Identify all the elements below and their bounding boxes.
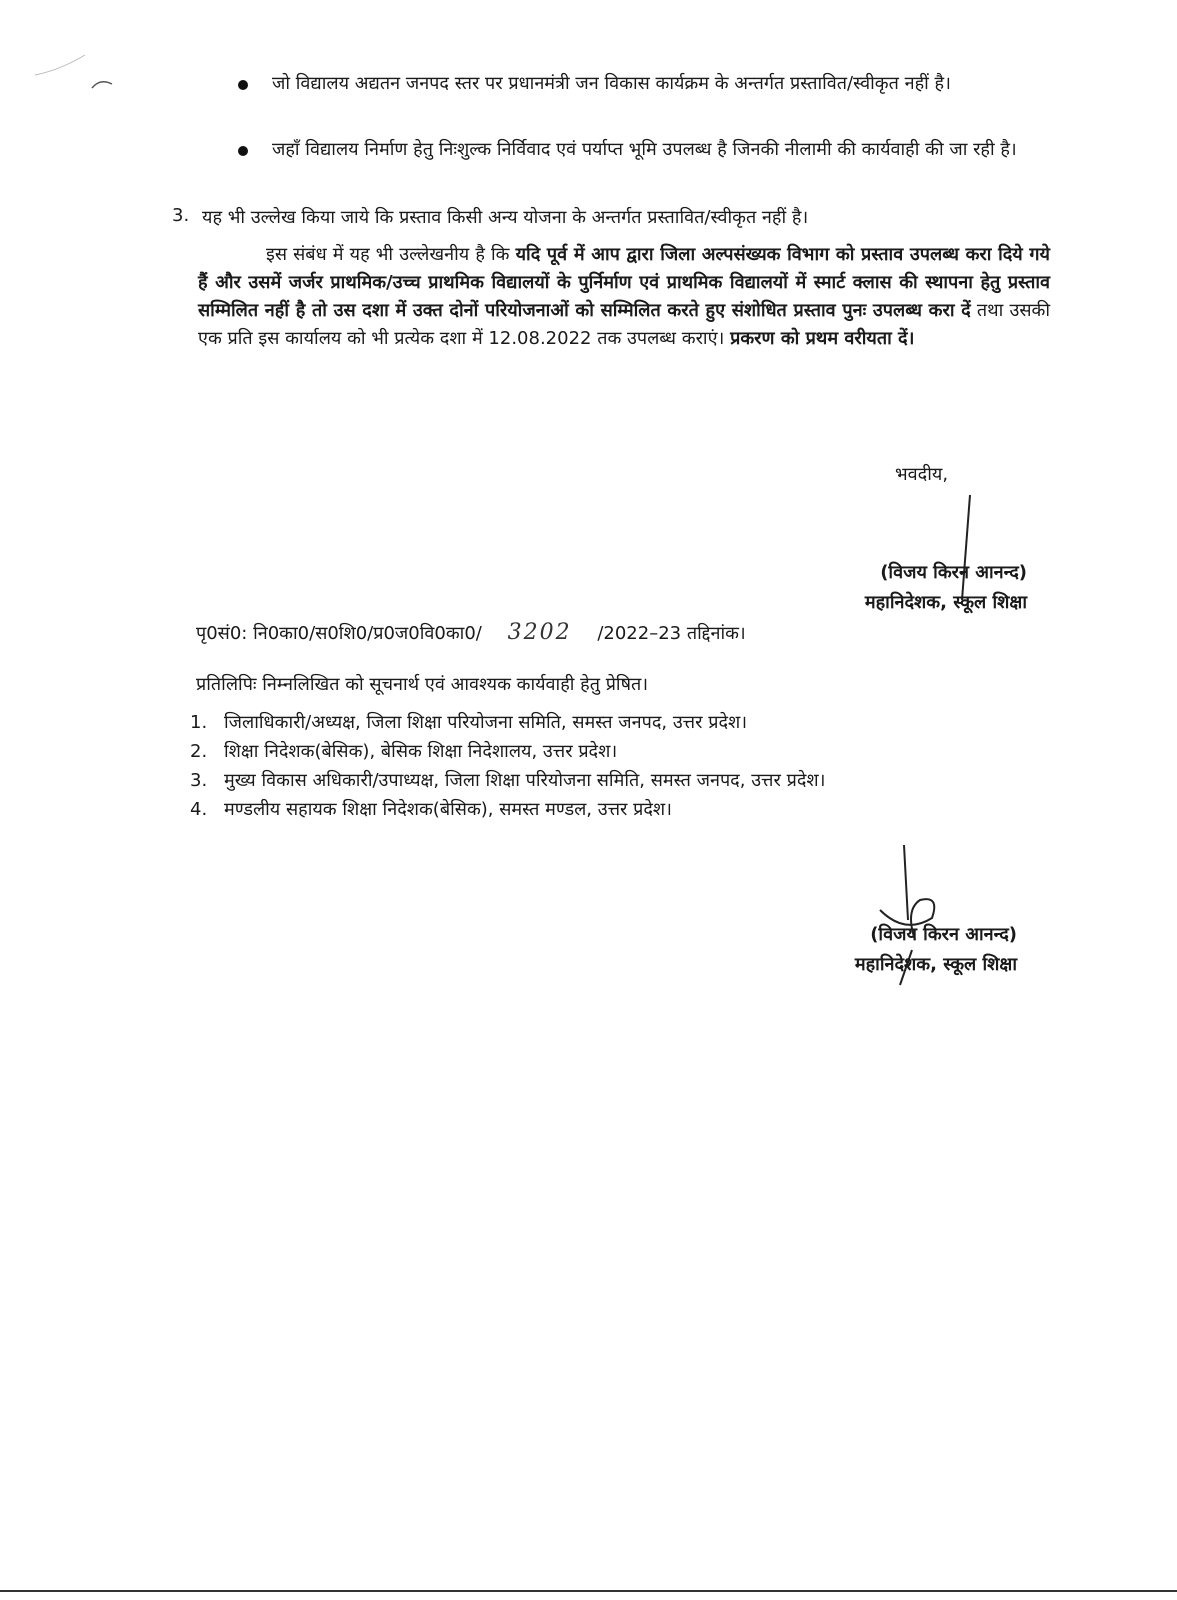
para-bold-text: यदि पूर्व में आप द्वारा जिला अल्पसंख्यक विभाग को प्रस्ताव उपलब्ध करा दिये गये हैं और उसमें जर्जर प्राथमिक/उच्च प्राथमिक विद्यालयों के पुर्निर्माण एवं प्राथमिक विद्यालयों में स्मार्ट क्लास की स्थापना हेतु प्रस्ताव सम्मिलित नहीं है तो उस दशा में उक्त दोनों परियोजनाओं को सम्मिलित करते हुए संशोधित प्रस्ताव पुनः उपलब्ध करा दें xyxy=(198,244,1050,321)
copy-list xyxy=(190,708,1050,824)
para-bold-text: प्रकरण को प्रथम वरीयता दें। xyxy=(730,328,915,349)
signatory-designation: महानिदेशक, स्कूल शिक्षा xyxy=(864,592,1027,613)
closing: भवदीय, xyxy=(895,464,949,485)
main-paragraph xyxy=(198,241,1050,353)
para-text: इस संबंध में यह भी उल्लेखनीय है कि xyxy=(266,244,516,265)
reference-number xyxy=(196,620,746,645)
page-bottom-border xyxy=(0,1590,1177,1592)
scan-mark xyxy=(30,40,120,100)
reference-suffix: /2022–23 तद्दिनांक। xyxy=(597,623,746,644)
signatory-name: (विजय किरन आनन्द) xyxy=(870,924,1017,945)
item-number: 4. xyxy=(190,799,208,820)
signatory-designation: महानिदेशक, स्कूल शिक्षा xyxy=(854,954,1017,975)
item-text: मण्डलीय सहायक शिक्षा निदेशक(बेसिक), समस्त मण्डल, उत्तर प्रदेश। xyxy=(224,799,672,820)
list-item xyxy=(190,795,1050,824)
bullet-icon xyxy=(238,146,248,156)
point-text: यह भी उल्लेख किया जाये कि प्रस्ताव किसी अन्य योजना के अन्तर्गत प्रस्तावित/स्वीकृत नहीं है। xyxy=(202,207,809,228)
bullet-icon xyxy=(238,80,248,90)
item-text: जिलाधिकारी/अध्यक्ष, जिला शिक्षा परियोजना समिति, समस्त जनपद, उत्तर प्रदेश। xyxy=(224,712,748,733)
bullet-item: जो विद्यालय अद्यतन जनपद स्तर पर प्रधानमंत्री जन विकास कार्यक्रम के अन्तर्गत प्रस्तावित/स्वीकृत नहीं है। xyxy=(272,73,951,94)
item-number: 2. xyxy=(190,741,208,762)
item-text: शिक्षा निदेशक(बेसिक), बेसिक शिक्षा निदेशालय, उत्तर प्रदेश। xyxy=(224,741,618,762)
list-item xyxy=(190,708,1050,737)
signatory-block xyxy=(855,920,1017,980)
list-item xyxy=(190,737,1050,766)
list-item xyxy=(190,766,1050,795)
point-number: 3. xyxy=(172,205,190,226)
handwritten-number: 3202 xyxy=(507,620,572,645)
signatory-block xyxy=(865,558,1027,618)
item-text: मुख्य विकास अधिकारी/उपाध्यक्ष, जिला शिक्षा परियोजना समिति, समस्त जनपद, उत्तर प्रदेश। xyxy=(224,770,826,791)
reference-prefix: पृ0सं0: नि0का0/स0शि0/प्र0ज0वि0का0/ xyxy=(196,623,482,644)
signatory-name: (विजय किरन आनन्द) xyxy=(880,562,1027,583)
item-number: 3. xyxy=(190,770,208,791)
copy-heading: प्रतिलिपिः निम्नलिखित को सूचनार्थ एवं आवश्यक कार्यवाही हेतु प्रेषित। xyxy=(196,674,649,695)
item-number: 1. xyxy=(190,712,208,733)
para-text: तथा उसकी एक प्रति इस कार्यालय को भी प्रत्येक दशा में 12.08.2022 तक उपलब्ध कराएं। xyxy=(198,300,1050,349)
bullet-item: जहाँ विद्यालय निर्माण हेतु निःशुल्क निर्विवाद एवं पर्याप्त भूमि उपलब्ध है जिनकी नीलामी की कार्यवाही की जा रही है। xyxy=(272,139,1017,160)
